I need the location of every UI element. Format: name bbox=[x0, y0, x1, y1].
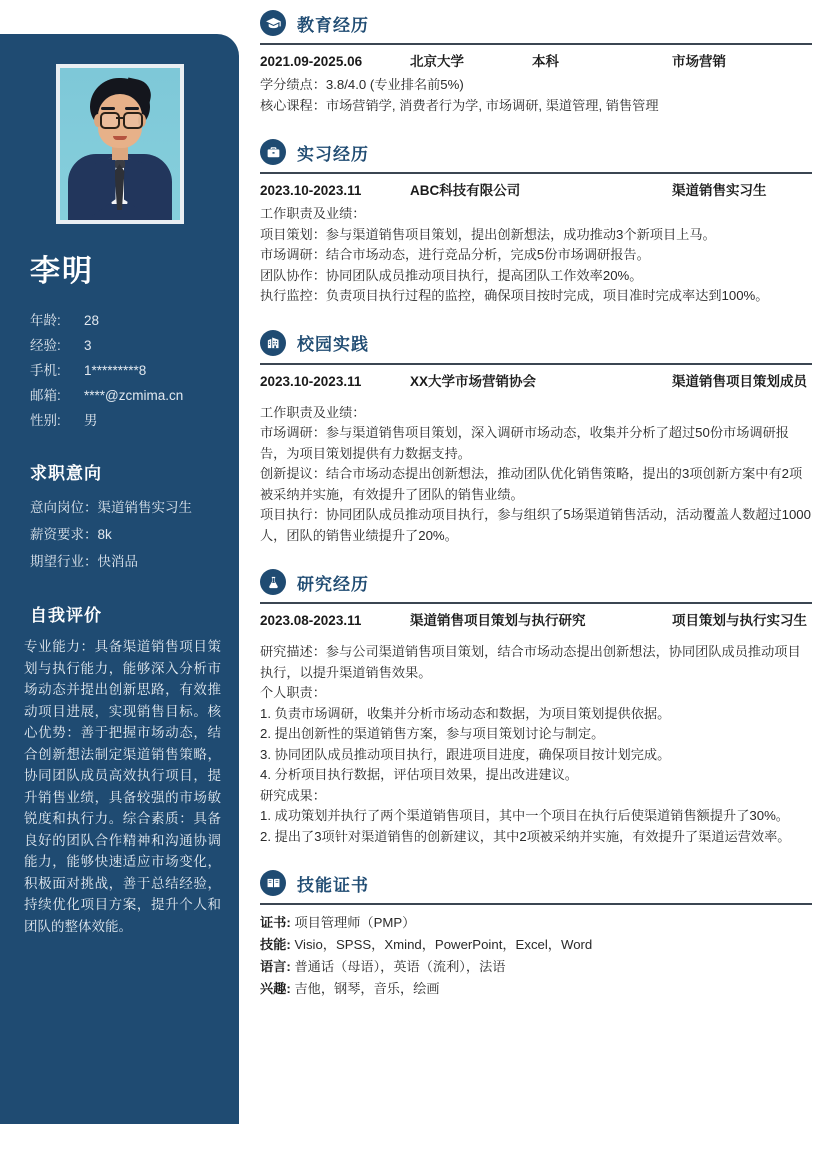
skills-rows bbox=[260, 912, 812, 1000]
flask-icon bbox=[260, 569, 286, 595]
section-skills-certificates bbox=[260, 860, 812, 1000]
skills-row-skills bbox=[260, 934, 812, 956]
portrait-photo bbox=[60, 68, 180, 220]
education-major: 市场营销 bbox=[672, 54, 726, 69]
info-value-phone: 1*********8 bbox=[84, 363, 147, 378]
skills-value-certificate: 项目管理师（PMP） bbox=[294, 915, 416, 930]
info-label-experience: 经验: bbox=[30, 338, 61, 353]
info-label-email: 邮箱: bbox=[30, 388, 61, 403]
skills-key-skills: 技能: bbox=[260, 937, 291, 952]
education-date: 2021.09-2025.06 bbox=[260, 54, 363, 69]
skills-key-interests: 兴趣: bbox=[260, 981, 291, 996]
skills-row-languages bbox=[260, 956, 812, 978]
campus-line-3: 项目执行：协同团队成员推动项目执行，参与组织了5场渠道销售活动，活动覆盖人数超过1000人，团队的销售业绩提升了20%。 bbox=[260, 507, 811, 543]
research-entry-row bbox=[260, 611, 812, 631]
sidebar bbox=[0, 34, 239, 1124]
section-header-research bbox=[260, 559, 812, 595]
research-line-8: 2. 提出了3项针对渠道销售的创新建议，其中2项被采纳并实施，有效提升了渠道运营效率。 bbox=[260, 828, 791, 844]
divider-campus-practice bbox=[260, 363, 812, 365]
intent-row-salary: 薪资要求：8k bbox=[30, 527, 112, 542]
section-title-research: 研究经历 bbox=[297, 574, 369, 594]
section-internship bbox=[260, 129, 812, 307]
internship-details bbox=[260, 204, 812, 307]
candidate-name: 李明 bbox=[30, 255, 94, 288]
internship-line-4: 执行监控：负责项目执行过程的监控，确保项目按时完成，项目准时完成率达到100%。 bbox=[260, 288, 769, 303]
section-header-internship bbox=[260, 129, 812, 165]
research-date: 2023.08-2023.11 bbox=[260, 613, 362, 628]
section-header-campus-practice bbox=[260, 320, 812, 356]
info-row-email bbox=[30, 383, 223, 408]
education-school: 北京大学 bbox=[410, 54, 464, 69]
info-row-experience bbox=[30, 333, 223, 358]
research-line-5: 4. 分析项目执行数据，评估项目效果，提出改进建议。 bbox=[260, 767, 578, 782]
info-value-experience: 3 bbox=[84, 338, 92, 353]
self-evaluation-text: 专业能力：具备渠道销售项目策划与执行能力，能够深入分析市场动态并提出创新思路，有效推动项目进展，实现销售目标。核心优势：善于把握市场动态，结合创新想法制定渠道销售策略，协同团队成员高效执行项目，提升销售业绩，具备较强的市场敏锐度和执行力。综合素质：具备良好的团队合作精神和沟通协调能力，能够快速适应市场变化，积极面对挑战，善于总结经验，持续优化项目方案，提升个人和团队的整体效能。 bbox=[24, 639, 221, 934]
job-intention-list bbox=[16, 494, 223, 575]
open-book-icon bbox=[260, 870, 286, 896]
skills-value-languages: 普通话（母语），英语（流利），法语 bbox=[294, 959, 506, 974]
research-topic: 渠道销售项目策划与执行研究 bbox=[410, 613, 586, 628]
divider-skills bbox=[260, 903, 812, 905]
internship-entry-row bbox=[260, 181, 812, 201]
info-value-gender: 男 bbox=[84, 413, 98, 428]
section-title-education: 教育经历 bbox=[297, 15, 369, 35]
internship-company: ABC科技有限公司 bbox=[410, 183, 521, 198]
main-content bbox=[260, 0, 812, 1004]
briefcase-icon bbox=[260, 139, 286, 165]
research-role: 项目策划与执行实习生 bbox=[672, 613, 807, 628]
campus-date: 2023.10-2023.11 bbox=[260, 373, 362, 389]
divider-internship bbox=[260, 172, 812, 174]
section-campus-practice bbox=[260, 320, 812, 547]
section-header-skills bbox=[260, 860, 812, 896]
campus-details bbox=[260, 395, 812, 547]
section-education bbox=[260, 0, 812, 116]
education-entry-row bbox=[260, 52, 812, 72]
research-line-7: 1. 成功策划并执行了两个渠道销售项目，其中一个项目在执行后使渠道销售额提升了30%。 bbox=[260, 808, 789, 823]
internship-line-0: 工作职责及业绩： bbox=[260, 206, 366, 221]
graduation-cap-icon bbox=[260, 10, 286, 36]
research-line-4: 3. 协同团队成员推动项目执行，跟进项目进度，确保项目按计划完成。 bbox=[260, 746, 671, 762]
campus-line-2: 创新提议：结合市场动态提出创新想法，推动团队优化销售策略，提出的3项创新方案中有2项被采纳并实施，有效提升了团队的销售业绩。 bbox=[260, 466, 803, 502]
info-label-gender: 性别: bbox=[30, 413, 61, 428]
campus-entry-row bbox=[260, 372, 812, 392]
campus-role: 渠道销售项目策划成员 bbox=[672, 373, 807, 389]
education-degree: 本科 bbox=[532, 54, 559, 69]
divider-research bbox=[260, 602, 812, 604]
info-label-phone: 手机: bbox=[30, 363, 61, 378]
skills-key-certificate: 证书: bbox=[260, 915, 291, 930]
research-line-2: 1. 负责市场调研，收集并分析市场动态和数据，为项目策划提供依据。 bbox=[260, 705, 671, 721]
section-title-campus-practice: 校园实践 bbox=[297, 335, 369, 354]
section-header-education bbox=[260, 0, 812, 36]
section-title-internship: 实习经历 bbox=[297, 144, 369, 164]
job-intention-title: 求职意向 bbox=[30, 464, 102, 483]
skills-row-interests bbox=[260, 978, 812, 1000]
campus-org: XX大学市场营销协会 bbox=[410, 373, 537, 389]
education-gpa-line: 学分绩点：3.8/4.0 (专业排名前5%) bbox=[260, 77, 464, 92]
personal-info-list bbox=[16, 308, 223, 433]
section-title-skills: 技能证书 bbox=[297, 875, 369, 895]
skills-row-certificate bbox=[260, 912, 812, 934]
intent-row-position: 意向岗位：渠道销售实习生 bbox=[30, 500, 192, 515]
info-value-email: ****@zcmima.cn bbox=[84, 388, 184, 403]
campus-line-0: 工作职责及业绩： bbox=[260, 404, 366, 420]
internship-date: 2023.10-2023.11 bbox=[260, 183, 362, 198]
avatar bbox=[56, 64, 184, 224]
research-line-0: 研究描述：参与公司渠道销售项目策划，结合市场动态提出创新想法，协同团队成员推动项目执行，以提升渠道销售效果。 bbox=[260, 644, 801, 680]
skills-value-interests: 吉他，钢琴，音乐，绘画 bbox=[294, 981, 440, 996]
intent-row-industry: 期望行业：快消品 bbox=[30, 554, 138, 569]
research-line-1: 个人职责： bbox=[260, 685, 326, 700]
divider-education bbox=[260, 43, 812, 45]
skills-value-skills: Visio，SPSS，Xmind，PowerPoint，Excel，Word bbox=[294, 937, 593, 952]
info-value-age: 28 bbox=[84, 313, 100, 328]
skills-key-languages: 语言: bbox=[260, 959, 291, 974]
education-courses-line: 核心课程：市场营销学, 消费者行为学, 市场调研, 渠道管理, 销售管理 bbox=[260, 97, 659, 113]
research-line-6: 研究成果： bbox=[260, 787, 326, 803]
internship-line-3: 团队协作：协同团队成员推动项目执行，提高团队工作效率20%。 bbox=[260, 267, 643, 283]
section-research bbox=[260, 559, 812, 847]
internship-line-1: 项目策划：参与渠道销售项目策划，提出创新想法，成功推动3个新项目上马。 bbox=[260, 226, 716, 242]
info-row-age bbox=[30, 308, 223, 333]
campus-line-1: 市场调研：参与渠道销售项目策划，深入调研市场动态，收集并分析了超过50份市场调研报告，为项目策划提供有力数据支持。 bbox=[260, 425, 789, 461]
self-evaluation-title: 自我评价 bbox=[30, 606, 102, 625]
internship-line-2: 市场调研：结合市场动态，进行竞品分析，完成5份市场调研报告。 bbox=[260, 247, 650, 262]
info-label-age: 年龄: bbox=[30, 313, 61, 328]
info-row-phone bbox=[30, 358, 223, 383]
education-details bbox=[260, 75, 812, 116]
school-building-icon bbox=[260, 330, 286, 356]
research-details bbox=[260, 634, 812, 847]
internship-role: 渠道销售实习生 bbox=[672, 183, 767, 198]
research-line-3: 2. 提出创新性的渠道销售方案，参与项目策划讨论与制定。 bbox=[260, 726, 605, 741]
info-row-gender bbox=[30, 408, 223, 433]
